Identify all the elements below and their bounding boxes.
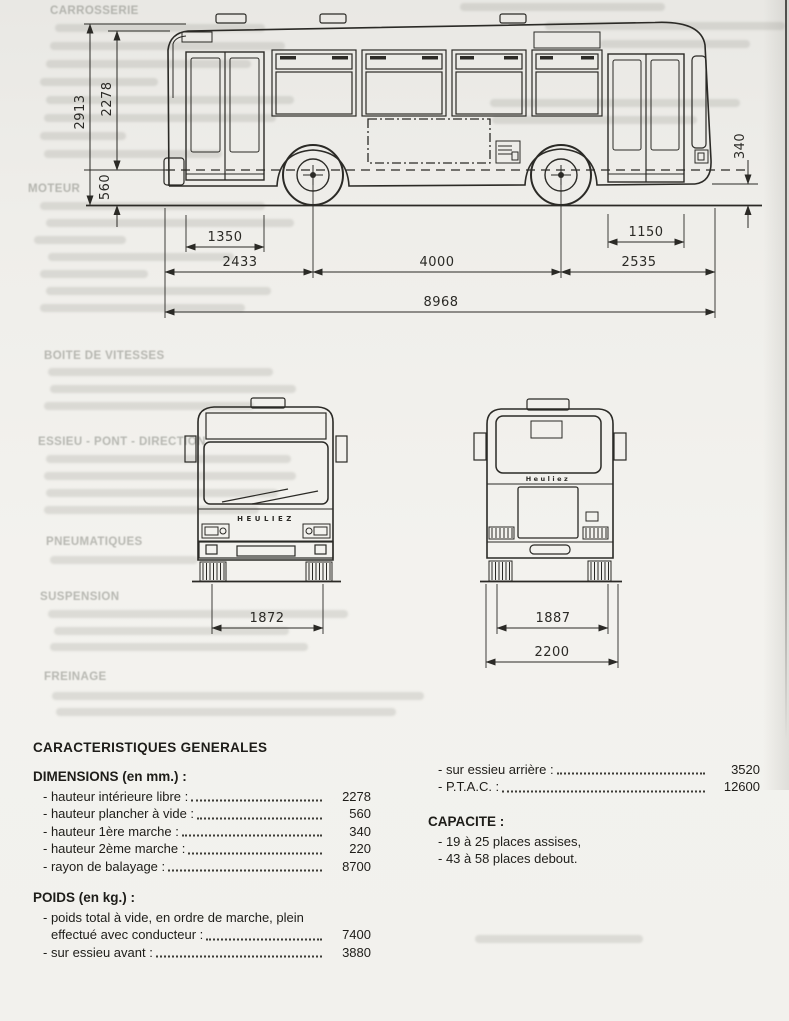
spec-value: 2278 [342, 789, 371, 804]
dotted-leader [168, 870, 322, 872]
dim-rear-door-width: 1150 [628, 225, 664, 240]
dim-front-track: 1872 [249, 611, 285, 626]
windscreen [204, 442, 328, 504]
spec-value: 12600 [723, 779, 760, 795]
dim-wheelbase: 4000 [419, 255, 455, 270]
dotted-leader [197, 817, 322, 819]
dim-overall-length: 8968 [423, 295, 459, 310]
mirror [185, 436, 196, 462]
vent-grille [583, 527, 608, 539]
spec-label: - sur essieu avant : [43, 944, 153, 960]
rear-wheels [489, 561, 611, 581]
spec-value: 340 [349, 823, 371, 839]
spec-label: effectué avec conducteur : [51, 927, 204, 943]
dotted-leader [191, 800, 322, 802]
spec-value: 3520 [731, 762, 760, 777]
dim-rear-section: 2535 [621, 255, 657, 270]
dim-overall-height: 2913 [73, 94, 88, 130]
roof-vent [500, 14, 526, 23]
spec-row [33, 788, 371, 805]
roof-rear-panel [534, 32, 600, 48]
spec-label: - hauteur intérieure libre : [43, 789, 189, 804]
spec-label: - P.T.A.C. : [438, 779, 500, 795]
dotted-leader [502, 790, 705, 792]
ghost-heading: ESSIEU - PONT - DIRECTION [38, 436, 206, 448]
specs-right-column [428, 761, 760, 868]
spec-label: - 43 à 58 places debout. [438, 851, 578, 867]
spec-label: - rayon de balayage : [43, 858, 166, 874]
windshield-pillar [173, 36, 186, 98]
rear-sliding-pane [531, 421, 562, 438]
vent-grille [489, 527, 514, 539]
spec-row [33, 840, 371, 857]
rear-pillar-window [692, 56, 706, 148]
dotted-leader [182, 835, 322, 837]
engine-hatch [518, 487, 578, 538]
ghost-heading: BOITE DE VITESSES [44, 350, 165, 362]
dotted-leader [557, 773, 705, 775]
spec-label: - hauteur plancher à vide : [43, 806, 195, 822]
side-view [86, 14, 762, 206]
spec-value: 8700 [342, 858, 371, 874]
dim-rear-track: 1887 [535, 611, 571, 626]
ghost-heading: CARROSSERIE [50, 5, 139, 17]
ghost-heading: FREINAGE [44, 671, 107, 683]
side-windows [272, 50, 602, 116]
dim-floor-height: 560 [98, 173, 113, 201]
spec-label: - sur essieu arrière : [438, 762, 554, 777]
rear-light [695, 150, 708, 163]
side-view-dimensions [73, 24, 748, 318]
ghost-heading: MOTEUR [28, 183, 81, 195]
wiper [252, 491, 318, 504]
rear-brand-lettering: Heuliez [525, 475, 571, 483]
roof-vent [320, 14, 346, 23]
wiper [222, 489, 288, 502]
front-bumper [199, 542, 333, 558]
ghost-heading: SUSPENSION [40, 591, 120, 603]
rear-bumper-handle [530, 545, 570, 554]
specs-left-column [33, 740, 371, 961]
mirror [614, 433, 626, 460]
headlight [202, 524, 229, 538]
fuel-flap [586, 512, 598, 521]
dim-overall-width: 2200 [534, 645, 570, 660]
front-door [186, 52, 264, 180]
rear-view [474, 399, 626, 668]
roof-vent [216, 14, 246, 23]
rear-door [608, 54, 684, 182]
spec-row [33, 858, 371, 875]
front-destination-sign [206, 413, 326, 439]
rear-window [496, 416, 601, 473]
spec-row [428, 761, 760, 778]
dim-front-door-width: 1350 [207, 230, 243, 245]
page-title: CARACTERISTIQUES GENERALES [33, 740, 268, 755]
dotted-leader [206, 938, 322, 940]
spec-row [33, 823, 371, 840]
optional-exit-outline [368, 119, 490, 163]
spec-value: 7400 [342, 927, 371, 943]
spec-row [33, 944, 371, 961]
dotted-leader [156, 956, 322, 958]
dim-interior-height: 2278 [100, 81, 115, 117]
poids-heading: POIDS (en kg.) : [33, 890, 136, 906]
bus-body-outline [168, 22, 711, 186]
front-brand-lettering: HEULIEZ [237, 515, 295, 523]
spec-row [33, 926, 371, 943]
front-wheels [200, 562, 332, 581]
spec-row [428, 778, 760, 795]
scan-edge-line [785, 0, 788, 740]
dim-step-height: 340 [733, 132, 748, 160]
ghost-heading: PNEUMATIQUES [46, 536, 143, 548]
spec-label: - 19 à 25 places assises, [438, 833, 582, 849]
dim-front-section: 2433 [222, 255, 258, 270]
spec-label: - hauteur 1ère marche : [43, 823, 179, 839]
mirror [336, 436, 347, 462]
equipment-hatch [496, 141, 520, 163]
destination-sign-side [182, 32, 212, 42]
spec-value: 220 [349, 841, 371, 857]
spec-value: 560 [349, 806, 371, 822]
headlight [303, 524, 330, 538]
dimensions-heading: DIMENSIONS (en mm.) : [33, 769, 187, 784]
dotted-leader [188, 852, 322, 854]
spec-value: 3880 [342, 944, 371, 960]
front-body-outline [198, 407, 333, 560]
capacite-heading: CAPACITE : [428, 813, 505, 829]
spec-label: - hauteur 2ème marche : [43, 841, 186, 857]
front-view [185, 398, 347, 634]
spec-row [33, 805, 371, 822]
front-bumper-side [164, 158, 184, 185]
spec-label: - poids total à vide, en ordre de marche, plein [43, 910, 304, 926]
mirror [474, 433, 486, 460]
